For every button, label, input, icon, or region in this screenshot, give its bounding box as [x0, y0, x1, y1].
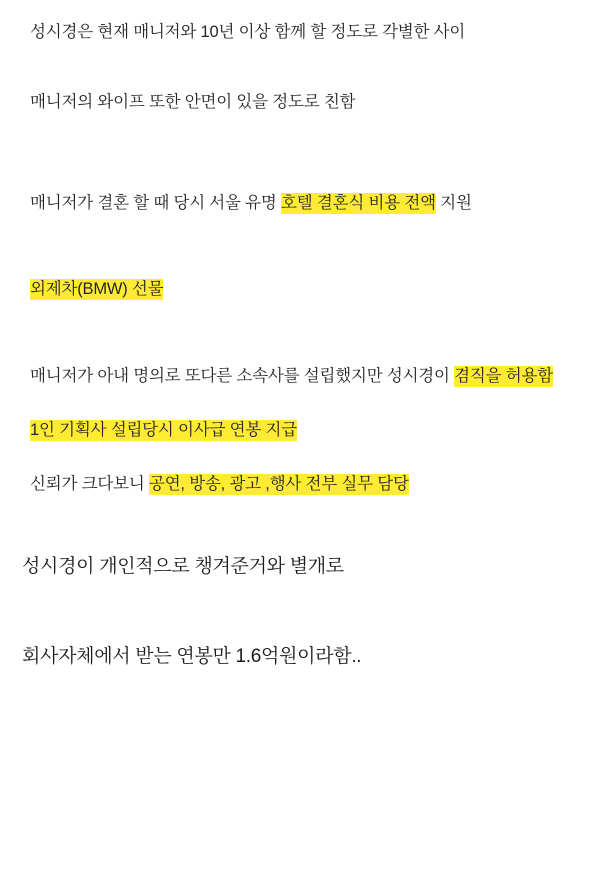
text-run: 매니저가 아내 명의로 또다른 소속사를 설립했지만 성시경이 — [30, 366, 455, 385]
text-run: 지원 — [435, 193, 472, 212]
spacer — [30, 390, 570, 416]
paragraph-5 — [30, 362, 570, 390]
paragraph-6 — [30, 416, 570, 444]
paragraph-7 — [30, 470, 570, 498]
text-run: 성시경은 현재 매니저와 10년 이상 함께 할 정도로 각별한 사이 — [30, 23, 466, 41]
paragraph-8: 성시경이 개인적으로 챙겨준거와 별개로 — [22, 555, 344, 577]
paragraph-1 — [30, 18, 570, 46]
spacer — [30, 217, 570, 275]
highlighted-text: 호텔 결혼식 비용 전액 — [281, 193, 436, 212]
highlighted-text: 외제차(BMW) 선물 — [30, 280, 164, 299]
paragraph-9: 회사자체에서 받는 연봉만 1.6억원이라함.. — [22, 645, 362, 667]
highlighted-text: 겸직을 허용함 — [454, 366, 553, 385]
paragraph-2 — [30, 88, 570, 116]
spacer — [30, 304, 570, 362]
spacer — [22, 583, 578, 641]
text-run: 매니저가 결혼 할 때 당시 서울 유명 — [30, 193, 282, 212]
spacer — [30, 444, 570, 470]
text-run: 매니저의 와이프 또한 안면이 있을 정도로 친함 — [30, 93, 356, 112]
spacer — [30, 117, 570, 189]
paragraph-4 — [30, 275, 570, 303]
lower-text-block — [0, 551, 600, 674]
text-run: 신뢰가 크다보니 — [30, 475, 149, 494]
highlighted-text: 1인 기획사 설립당시 이사급 연봉 지급 — [30, 420, 297, 439]
spacer — [30, 46, 570, 88]
paragraph-3 — [30, 189, 570, 217]
section-spacer — [0, 499, 600, 551]
highlighted-text: 공연, 방송, 광고 ,행사 전부 실무 담당 — [148, 475, 409, 494]
